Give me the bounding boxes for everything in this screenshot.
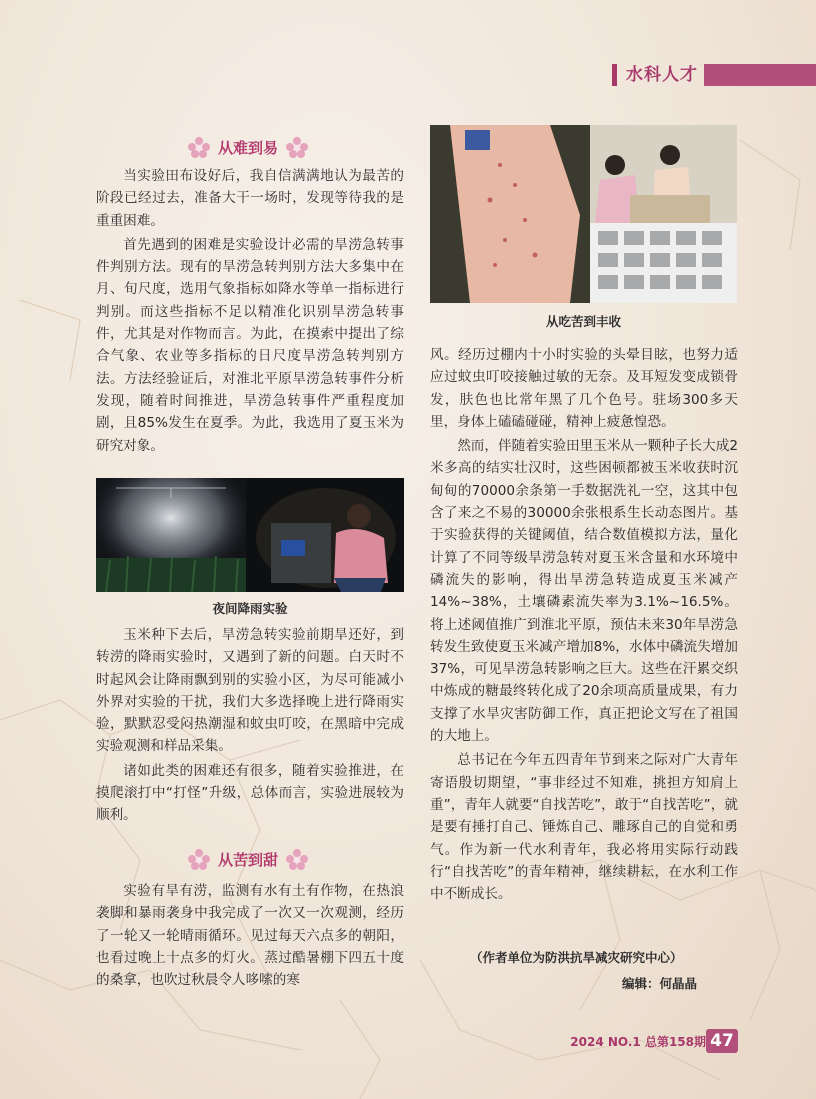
paragraph: 诸如此类的困难还有很多，随着实验推进，在摸爬滚打中“打怪”升级，总体而言，实验进展较为顺利。 <box>96 762 404 824</box>
flower-ornament-icon <box>186 136 212 158</box>
paragraph: 玉米种下去后，旱涝急转实验前期旱还好，到转涝的降雨实验时，又遇到了新的问题。白天时不时起风会让降雨飘到别的实验小区，为尽可能减小外界对实验的干扰，我们大多选择晚上进行降雨实验，默默忍受闷热潮湿和蚊虫叮咬，在黑暗中完成实验观测和样品采集。 <box>96 627 404 755</box>
paragraph: 实验有旱有涝，监测有水有土有作物，在热浪袭脚和暴雨袭身中我完成了一次又一次观测，经历了一轮又一轮晴雨循环。见过每天六点多的朝阳，也看过晚上十点多的灯火。蒸过酷暑棚下四五十度的桑拿，也吹过秋晨令人哆嗦的寒 <box>96 883 404 989</box>
page-number: 47 <box>706 1029 738 1053</box>
left-column-top <box>96 165 404 459</box>
paragraph: 然而，伴随着实验田里玉米从一颗种子长大成2米多高的结实壮汉时，这些困顿都被玉米收获时沉甸甸的70000余条第一手数据洗礼一空，这其中包含了来之不易的30000余张根系生长动态图片。基于实验获得的关键阈值，结合数值模拟方法，量化计算了不同等级旱涝急转对夏玉米含量和水环境中磷流失的影响，得出旱涝急转造成夏玉米减产14%~38%，土壤磷素流失率为3.1%~16.5%。将上述阈值推广到淮北平原，预估未来30年旱涝急转发生致使夏玉米减产增加8%，水体中磷流失增加37%，可见旱涝急转影响之巨大。这些在汗累交织中炼成的糖最终转化成了20余项高质量成果，有力支撑了水旱灾害防御工作，真正把论文写在了祖国的大地上。 <box>430 438 738 745</box>
section-heading-bitter-to-sweet <box>96 846 400 872</box>
section-title: 从难到易 <box>217 138 278 157</box>
author-affiliation: （作者单位为防洪抗旱减灾研究中心） <box>470 950 683 965</box>
editor-credit: 编辑：何晶晶 <box>622 976 698 991</box>
flower-ornament-icon <box>186 848 212 870</box>
night-rain-experiment-photo <box>96 478 404 592</box>
photo-caption: 从吃苦到丰收 <box>545 314 621 329</box>
header-accent-bar <box>612 64 617 86</box>
paragraph: 风。经历过棚内十小时实验的头晕目眩，也努力适应过蚊虫叮咬接触过敏的无奈。及耳短发变成锁骨发，肤色也比常年黑了几个色号。驻场300多天里，身体上磕磕碰碰，精神上疲惫惶恐。 <box>430 347 738 430</box>
flower-ornament-icon <box>284 136 310 158</box>
hardship-to-harvest-photo <box>430 125 737 303</box>
issue-info: 2024 NO.1 总第158期 <box>570 1035 706 1049</box>
flower-ornament-icon <box>284 848 310 870</box>
left-column-bottom <box>96 880 404 993</box>
section-heading-hard-to-easy <box>96 134 400 160</box>
section-header-tag <box>612 62 816 88</box>
right-column-text <box>430 344 738 907</box>
photo-caption: 夜间降雨实验 <box>212 601 288 616</box>
header-color-band <box>704 64 816 86</box>
paragraph: 首先遇到的困难是实验设计必需的旱涝急转事件判别方法。现有的旱涝急转判别方法大多集中在月、旬尺度，选用气象指标如降水等单一指标进行判别。而这些指标不足以精准化识别旱涝急转事件，尤其是对作物而言。为此，在摸索中提出了综合气象、农业等多指标的日尺度旱涝急转判别方法。方法经验证后，对淮北平原旱涝急转事件分析发现，随着时间推进，旱涝急转事件严重程度加剧，且85%发生在夏季。为此，我选用了夏玉米为研究对象。 <box>96 236 404 454</box>
section-title: 从苦到甜 <box>217 850 278 869</box>
section-label: 水科人才 <box>626 65 698 85</box>
left-column-middle <box>96 624 404 829</box>
paragraph: 当实验田布设好后，我自信满满地认为最苦的阶段已经过去，准备大干一场时，发现等待我的是重重困难。 <box>96 168 404 229</box>
paragraph: 总书记在今年五四青年节到来之际对广大青年寄语殷切期望，“事非经过不知难，挑担方知肩上重”，青年人就要“自找苦吃”，敢于“自找苦吃”，就是要有捶打自己、锤炼自己、雕琢自己的自觉和勇气。作为新一代水利青年，我必将用实际行动践行“自找苦吃”的青年精神，继续耕耘，在水利工作中不断成长。 <box>430 752 738 903</box>
